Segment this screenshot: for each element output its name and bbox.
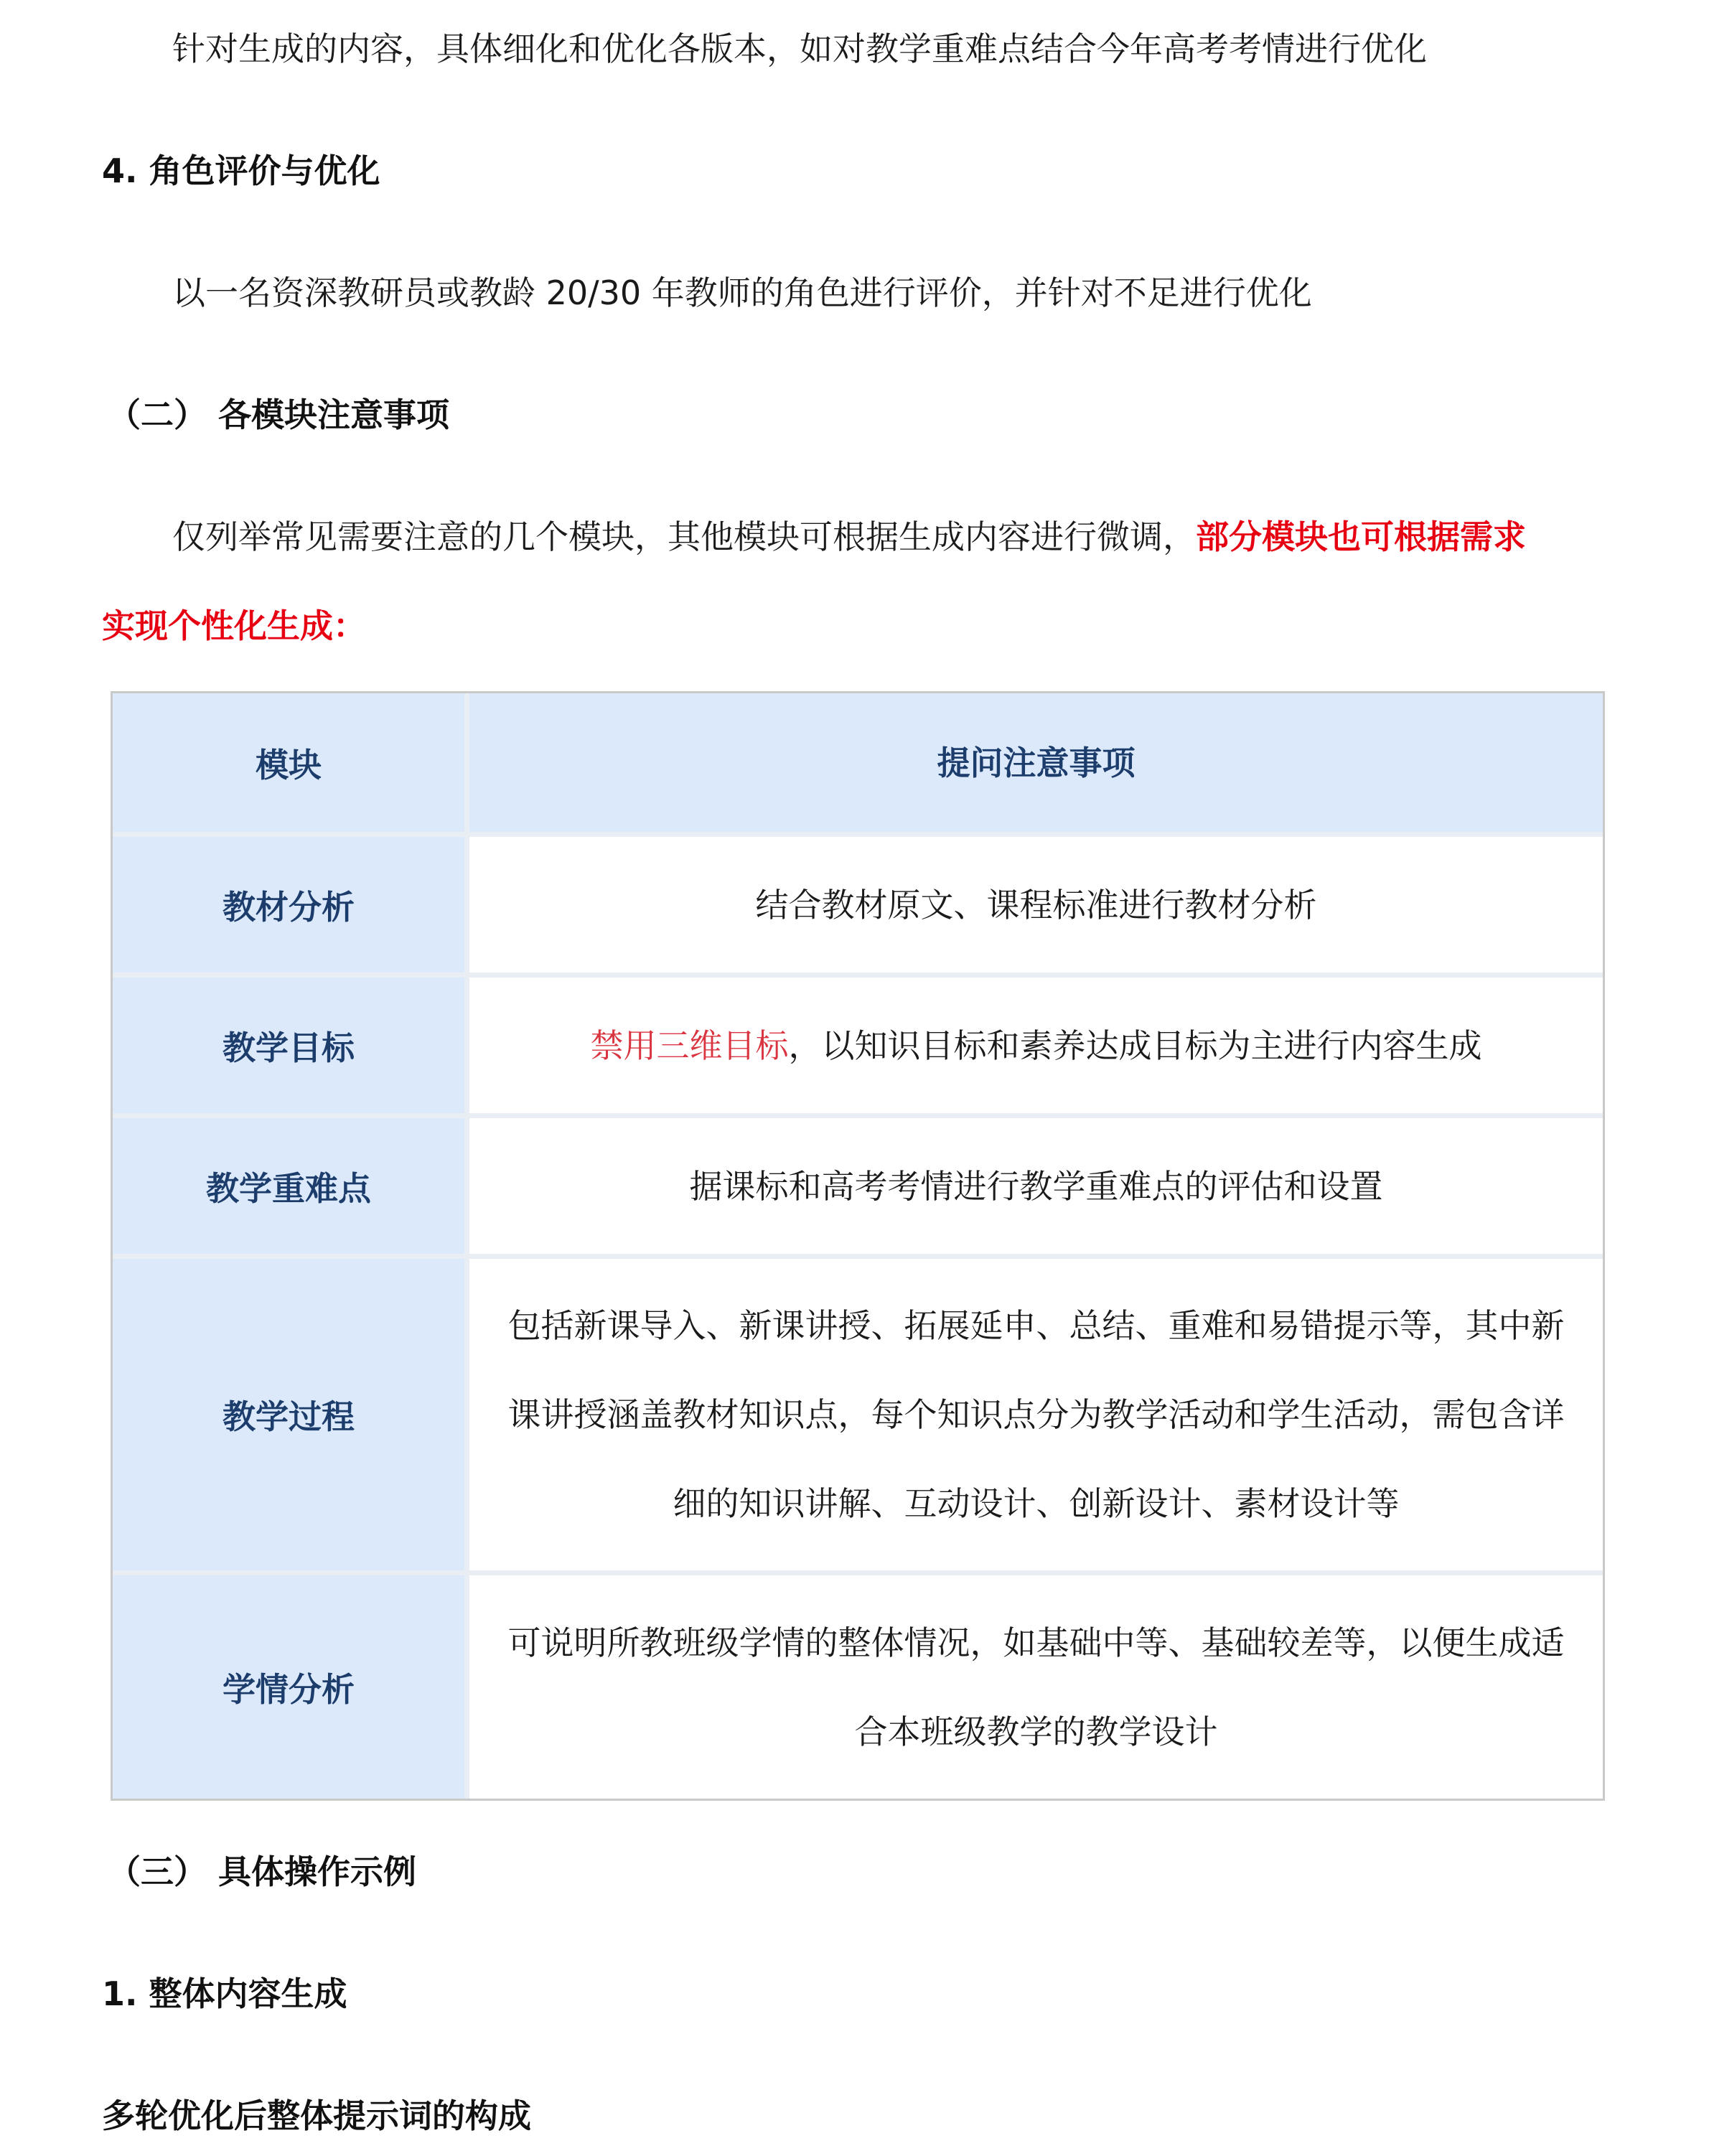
heading-operation-example: （三） 具体操作示例	[108, 1852, 417, 1891]
row-divider	[113, 1254, 1603, 1259]
cell-note: 据课标和高考考情进行教学重难点的评估和设置	[689, 1166, 1383, 1206]
row-divider	[113, 972, 1603, 978]
cell-note-line: 细的知识讲解、互动设计、创新设计、素材设计等	[673, 1484, 1400, 1523]
paragraph-role-evaluation: 以一名资深教研员或教龄 20/30 年教师的角色进行评价，并针对不足进行优化	[172, 273, 1312, 312]
heading-prompt-composition: 多轮优化后整体提示词的构成	[102, 2096, 531, 2135]
cell-note: 结合教材原文、课程标准进行教材分析	[755, 885, 1317, 924]
table-row	[113, 1259, 1603, 1570]
module-notes-table	[111, 691, 1605, 1801]
row-divider	[113, 832, 1603, 837]
table-header-row	[113, 693, 1603, 832]
row-divider	[113, 1570, 1603, 1575]
cell-note-text: ，以知识目标和素养达成目标为主进行内容生成	[788, 1026, 1482, 1065]
row-divider	[113, 1113, 1603, 1118]
table-row	[113, 837, 1603, 972]
table-row	[113, 978, 1603, 1113]
paragraph-module-intro	[172, 515, 1526, 558]
module-intro-text: 仅列举常见需要注意的几个模块，其他模块可根据生成内容进行微调，	[172, 517, 1196, 556]
cell-note-line: 包括新课导入、新课讲授、拓展延申、总结、重难和易错提示等，其中新	[507, 1306, 1565, 1345]
heading-role-evaluation: 4. 角色评价与优化	[102, 151, 380, 190]
header-cell-module: 模块	[113, 693, 464, 832]
cell-note-warning: 禁用三维目标	[590, 1026, 789, 1065]
column-divider	[464, 693, 469, 1799]
paragraph-optimize-versions: 针对生成的内容，具体细化和优化各版本，如对教学重难点结合今年高考考情进行优化	[172, 29, 1427, 68]
cell-module: 教学重难点	[113, 1118, 464, 1254]
cell-note	[469, 1259, 1603, 1570]
heading-module-notes: （二） 各模块注意事项	[108, 395, 450, 434]
cell-module: 学情分析	[113, 1575, 464, 1799]
cell-note-line: 课讲授涵盖教材知识点，每个知识点分为教学活动和学生活动，需包含详	[507, 1395, 1565, 1434]
heading-overall-generation: 1. 整体内容生成	[102, 1974, 347, 2013]
cell-module: 教材分析	[113, 837, 464, 972]
header-cell-notes: 提问注意事项	[469, 693, 1603, 832]
table-row	[113, 1575, 1603, 1799]
cell-note-line: 可说明所教班级学情的整体情况，如基础中等、基础较差等，以便生成适	[507, 1623, 1565, 1662]
cell-note-line: 合本班级教学的教学设计	[854, 1712, 1218, 1751]
module-intro-highlight-b: 实现个性化生成：	[102, 606, 366, 645]
cell-module: 教学目标	[113, 978, 464, 1113]
cell-note	[469, 1575, 1603, 1799]
cell-note	[469, 978, 1603, 1113]
cell-module: 教学过程	[113, 1259, 464, 1570]
table-row	[113, 1118, 1603, 1254]
module-intro-highlight-a: 部分模块也可根据需求	[1196, 517, 1526, 556]
